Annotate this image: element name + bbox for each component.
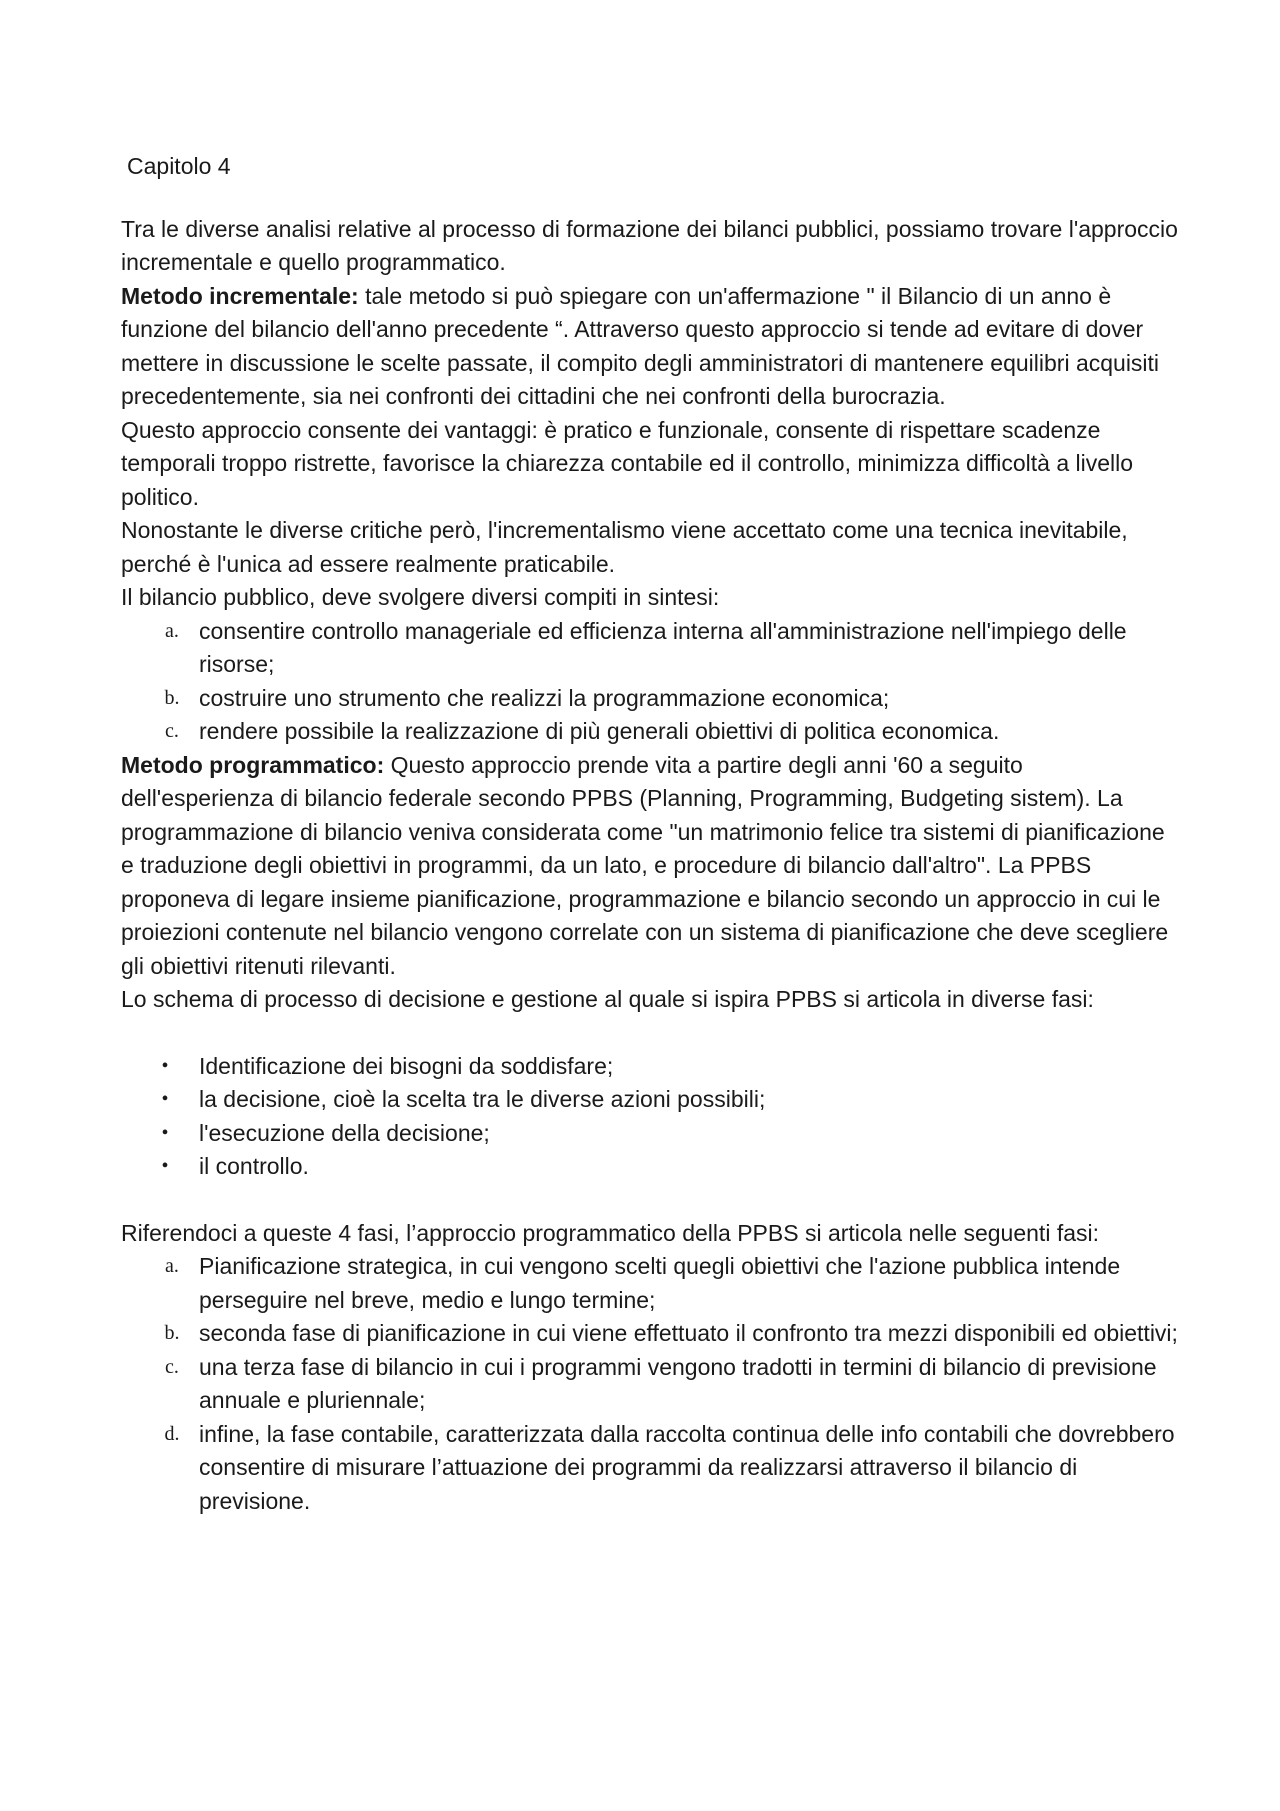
list-marker: a. (165, 1255, 179, 1277)
list-item-text: una terza fase di bilancio in cui i programmi vengono tradotti in termini di bilancio di previsione annuale e pluriennale; (199, 1353, 1157, 1413)
list-item-text: rendere possibile la realizzazione di più generali obiettivi di politica economica. (199, 718, 1000, 744)
list-marker: a. (165, 619, 179, 642)
list-item-text: infine, la fase contabile, caratterizzata dalla raccolta continua delle info contabili che dovrebbero consentire di misurare l’attuazione dei programmi da realizzarsi attraverso il bilancio di previsione. (199, 1420, 1175, 1514)
list-item (121, 1317, 1181, 1351)
list-item (121, 1418, 1181, 1519)
list-item (121, 715, 1181, 749)
programmatic-heading: Metodo programmatico: (121, 751, 385, 778)
ppbs-intro: Riferendoci a queste 4 fasi, l’approccio programmatico della PPBS si articola nelle seguenti fasi: (121, 1219, 1100, 1246)
spacer (121, 1184, 1181, 1217)
list-item-text: consentire controllo manageriale ed efficienza interna all'amministrazione nell'impiego delle risorse; (199, 617, 1127, 677)
list-item (121, 682, 1181, 716)
list-item-text: il controllo. (199, 1153, 309, 1179)
tasks-list (121, 615, 1181, 749)
bullet-icon: • (161, 1121, 169, 1144)
incremental-paragraph (121, 280, 1181, 414)
list-marker: c. (165, 720, 179, 742)
programmatic-text: Questo approccio prende vita a partire degli anni '60 a seguito dell'esperienza di bilancio federale secondo PPBS (Planning, Programming, Budgeting sistem). La programmazione di bilancio veniva considerata come "un matrimonio felice tra sistemi di pianificazione e traduzione degli obiettivi in programmi, da un lato, e procedure di bilancio dall'altro". La PPBS proponeva di legare insieme pianificazione, programmazione e bilancio secondo un approccio in cui le proiezioni contenute nel bilancio vengono correlate con un sistema di pianificazione che deve scegliere gli obiettivi ritenuti rilevanti. (121, 751, 1169, 979)
list-item-text: la decisione, cioè la scelta tra le diverse azioni possibili; (199, 1086, 766, 1112)
list-item (121, 1083, 1181, 1117)
list-item (121, 1351, 1181, 1418)
list-item (121, 1117, 1181, 1151)
incremental-text: tale metodo si può spiegare con un'affermazione " il Bilancio di un anno è funzione del bilancio dell'anno precedente “. Attraverso questo approccio si tende ad evitare di dover mettere in discussione le scelte passate, il compito degli amministratori di mantenere equilibri acquisiti precedentemente, sia nei confronti dei cittadini che nei confronti della burocrazia. (121, 282, 1160, 409)
chapter-title: Capitolo 4 (127, 153, 231, 179)
bullet-icon: • (161, 1054, 169, 1077)
list-item (121, 1250, 1181, 1317)
ppbs-phases-list (121, 1250, 1181, 1518)
schema-intro: Lo schema di processo di decisione e gestione al quale si ispira PPBS si articola in diverse fasi: (121, 986, 1094, 1012)
document-body (121, 150, 1181, 1518)
list-item-text: costruire uno strumento che realizzi la programmazione economica; (199, 684, 890, 711)
list-marker: b. (164, 1322, 180, 1344)
list-item (121, 615, 1181, 682)
bullet-icon: • (161, 1155, 169, 1177)
advantages-paragraph: Questo approccio consente dei vantaggi: è pratico e funzionale, consente di rispettare scadenze temporali troppo ristrette, favorisce la chiarezza contabile ed il controllo, minimizza difficoltà a livello politico. (121, 416, 1134, 510)
phases-list (121, 1050, 1181, 1184)
critiques-paragraph: Nonostante le diverse critiche però, l'incrementalismo viene accettato come una tecnica inevitabile, perché è l'unica ad essere realmente praticabile. (121, 517, 1128, 577)
list-marker: d. (164, 1422, 180, 1445)
list-item-text: seconda fase di pianificazione in cui viene effettuato il confronto tra mezzi disponibili ed obiettivi; (199, 1320, 1178, 1346)
spacer (121, 1017, 1181, 1050)
intro-paragraph: Tra le diverse analisi relative al processo di formazione dei bilanci pubblici, possiamo trovare l'approccio incrementale e quello programmatico. (121, 215, 1178, 275)
list-marker: b. (164, 686, 180, 709)
list-item-text: Pianificazione strategica, in cui vengono scelti quegli obiettivi che l'azione pubblica intende perseguire nel breve, medio e lungo termine; (199, 1253, 1121, 1313)
list-item (121, 1050, 1181, 1084)
list-item-text: l'esecuzione della decisione; (199, 1119, 490, 1146)
tasks-intro: Il bilancio pubblico, deve svolgere diversi compiti in sintesi: (121, 584, 720, 610)
programmatic-paragraph (121, 749, 1181, 984)
list-marker: c. (165, 1355, 179, 1378)
list-item-text: Identificazione dei bisogni da soddisfare; (199, 1052, 614, 1079)
incremental-heading: Metodo incrementale: (121, 282, 359, 309)
list-item (121, 1150, 1181, 1184)
bullet-icon: • (161, 1088, 169, 1110)
